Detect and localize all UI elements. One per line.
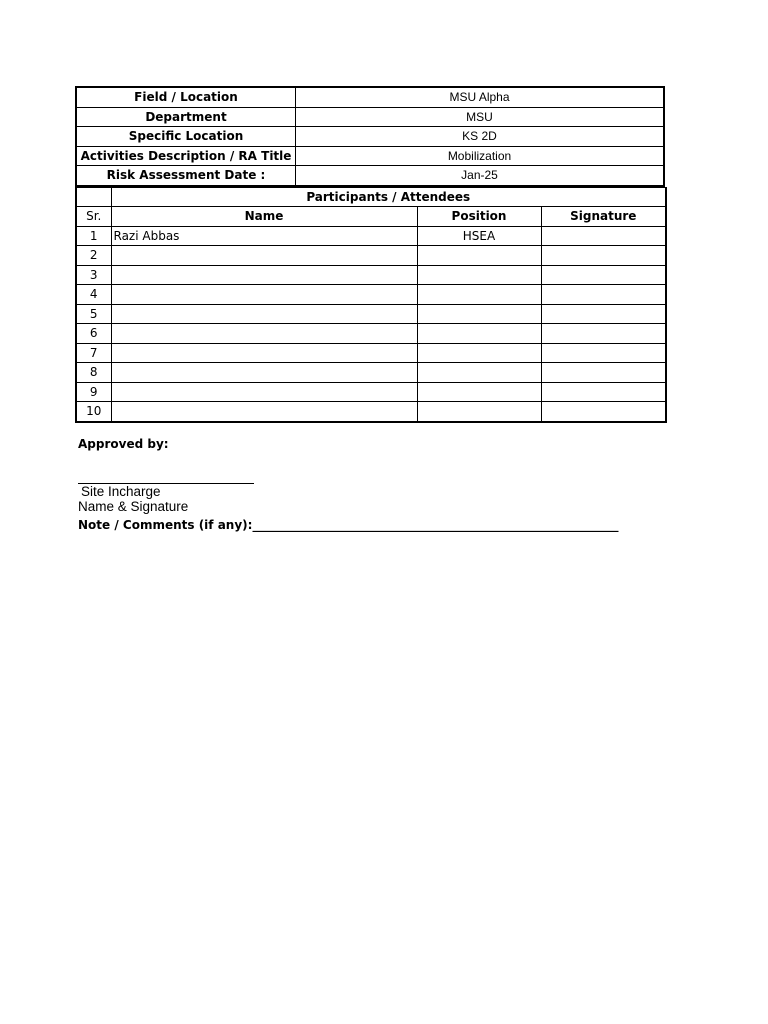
row-sr: 7: [76, 343, 111, 363]
row-position: [417, 363, 541, 383]
participants-header-row: [76, 207, 666, 227]
row-name: [111, 324, 417, 344]
row-name: [111, 304, 417, 324]
row-signature: [541, 304, 666, 324]
row-position: [417, 265, 541, 285]
info-label: Department: [76, 107, 296, 127]
row-signature: [541, 363, 666, 383]
row-name: Razi Abbas: [111, 226, 417, 246]
info-value: Mobilization: [296, 146, 665, 166]
table-row: [76, 402, 666, 422]
row-name: [111, 265, 417, 285]
row-signature: [541, 246, 666, 266]
participants-title-row: [76, 187, 666, 207]
info-row-risk-assessment-date: [76, 166, 664, 186]
row-position: [417, 304, 541, 324]
row-position: [417, 402, 541, 422]
info-row-activities-description: [76, 146, 664, 166]
row-sr: 3: [76, 265, 111, 285]
info-row-specific-location: [76, 127, 664, 147]
col-header-sr: Sr.: [76, 207, 111, 227]
table-row: [76, 265, 666, 285]
row-signature: [541, 265, 666, 285]
col-header-name: Name: [111, 207, 417, 227]
info-row-department: [76, 107, 664, 127]
row-sr: 8: [76, 363, 111, 383]
row-sr: 5: [76, 304, 111, 324]
table-row: [76, 382, 666, 402]
info-row-field-location: [76, 87, 664, 107]
risk-assessment-form: [75, 86, 665, 423]
row-sr: 10: [76, 402, 111, 422]
row-position: [417, 382, 541, 402]
row-sr: 9: [76, 382, 111, 402]
row-name: [111, 285, 417, 305]
row-signature: [541, 324, 666, 344]
row-name: [111, 402, 417, 422]
row-position: HSEA: [417, 226, 541, 246]
approved-by-label: Approved by:: [78, 437, 169, 451]
info-label: Activities Description / RA Title: [76, 146, 296, 166]
table-row: [76, 246, 666, 266]
info-value: MSU: [296, 107, 665, 127]
row-sr: 1: [76, 226, 111, 246]
row-signature: [541, 382, 666, 402]
table-row: [76, 285, 666, 305]
col-header-signature: Signature: [541, 207, 666, 227]
name-signature-label: Name & Signature: [78, 499, 189, 514]
row-signature: [541, 402, 666, 422]
row-position: [417, 246, 541, 266]
row-name: [111, 343, 417, 363]
assessment-info-table: [75, 86, 665, 187]
info-label: Specific Location: [76, 127, 296, 147]
col-header-position: Position: [417, 207, 541, 227]
row-name: [111, 363, 417, 383]
info-value: MSU Alpha: [296, 87, 665, 107]
table-row: [76, 304, 666, 324]
row-position: [417, 343, 541, 363]
participants-table: [75, 187, 667, 423]
row-position: [417, 324, 541, 344]
site-incharge-label: Site Incharge: [81, 484, 161, 499]
table-row: [76, 324, 666, 344]
row-signature: [541, 226, 666, 246]
row-position: [417, 285, 541, 305]
row-signature: [541, 285, 666, 305]
note-comments-field: Note / Comments (if any):_____________________________________________________________: [78, 518, 619, 532]
info-label: Field / Location: [76, 87, 296, 107]
row-sr: 2: [76, 246, 111, 266]
table-row: [76, 363, 666, 383]
info-value: Jan-25: [296, 166, 665, 186]
table-row: [76, 343, 666, 363]
row-sr: 4: [76, 285, 111, 305]
row-signature: [541, 343, 666, 363]
info-label: Risk Assessment Date :: [76, 166, 296, 186]
row-sr: 6: [76, 324, 111, 344]
table-row: [76, 226, 666, 246]
row-name: [111, 246, 417, 266]
info-value: KS 2D: [296, 127, 665, 147]
participants-title: Participants / Attendees: [111, 187, 666, 207]
row-name: [111, 382, 417, 402]
